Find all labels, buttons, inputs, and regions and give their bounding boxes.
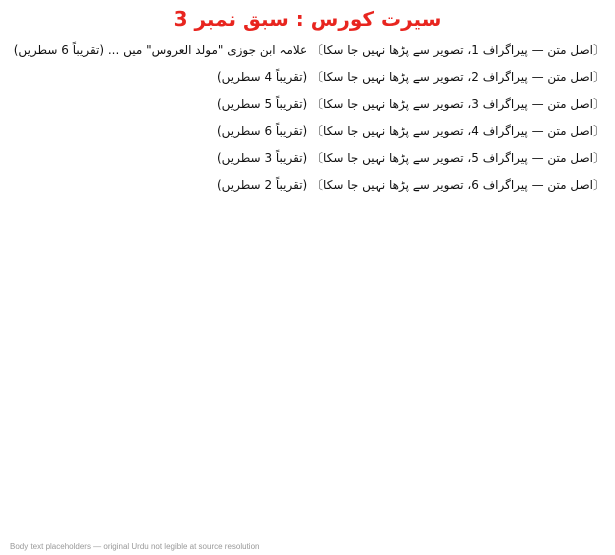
paragraph-5: 〔اصل متن — پیراگراف 5، تصویر سے پڑھا نہیں جا سکا〕 (تقریباً 3 سطریں) xyxy=(216,151,605,165)
paragraph-4: 〔اصل متن — پیراگراف 4، تصویر سے پڑھا نہیں جا سکا〕 (تقریباً 6 سطریں) xyxy=(216,124,605,138)
paragraph-2: 〔اصل متن — پیراگراف 2، تصویر سے پڑھا نہیں جا سکا〕 (تقریباً 4 سطریں) xyxy=(216,70,605,84)
paragraph-3: 〔اصل متن — پیراگراف 3، تصویر سے پڑھا نہیں جا سکا〕 (تقریباً 5 سطریں) xyxy=(216,97,605,111)
transcription-note: Body text placeholders — original Urdu not legible at source resolution xyxy=(10,542,260,551)
page-title: سیرت کورس : سبق نمبر 3 xyxy=(173,7,442,31)
paragraph-6: 〔اصل متن — پیراگراف 6، تصویر سے پڑھا نہیں جا سکا〕 (تقریباً 2 سطریں) xyxy=(216,178,605,192)
paragraph-1: 〔اصل متن — پیراگراف 1، تصویر سے پڑھا نہیں جا سکا〕 علامہ ابن جوزی "مولد العروس" میں ... (تقریباً 6 سطریں) xyxy=(13,43,605,57)
